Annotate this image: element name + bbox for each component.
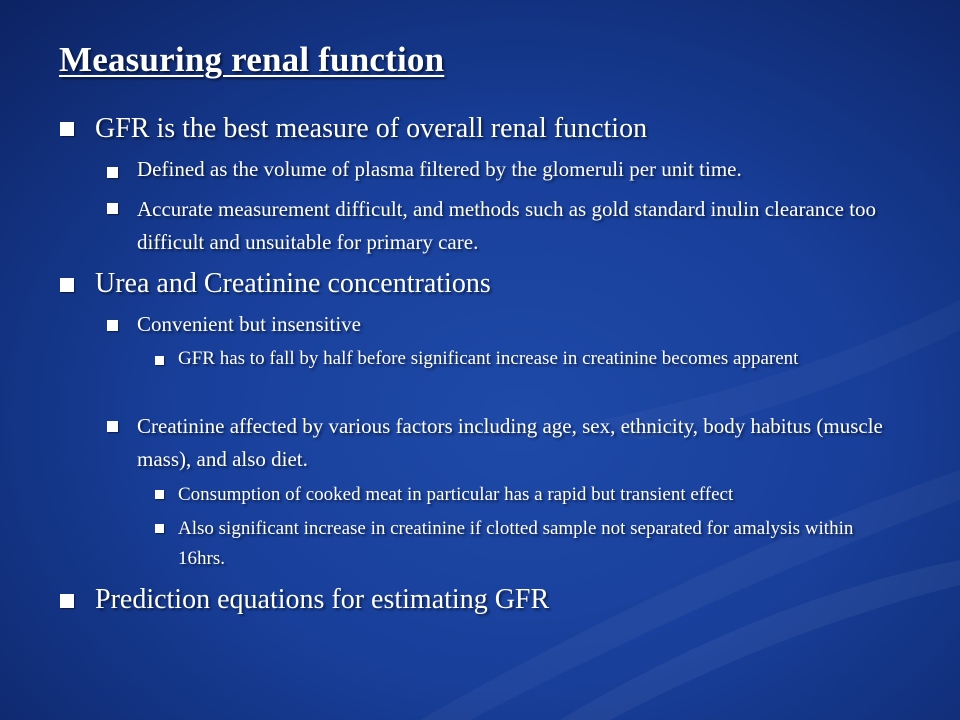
bullet-level1: GFR is the best measure of overall renal function [95,113,648,144]
bullet-level2: Accurate measurement difficult, and methods such as gold standard inulin clearance too difficult and unsuitable for primary care. [137,197,877,254]
bullet-square [155,490,164,499]
bullet-level2: Defined as the volume of plasma filtered by the glomeruli per unit time. [137,157,742,181]
bullet-square [107,320,118,331]
bullet-square [60,122,74,136]
bullet-square [107,203,118,214]
bullet-square [155,356,164,365]
bullet-level3: Also significant increase in creatinine if clotted sample not separated for amalysis within 16hrs. [178,518,854,569]
bullet-square [60,594,74,608]
bullet-square [60,278,74,292]
bullet-level1: Urea and Creatinine concentrations [95,268,491,299]
bullet-square [107,421,118,432]
slide-title: Measuring renal function [59,40,445,79]
bullet-level2: Creatinine affected by various factors including age, sex, ethnicity, body habitus (muscle mass), and also diet. [137,414,883,471]
bullet-square [155,524,164,533]
bullet-level2: Convenient but insensitive [137,312,361,336]
bullet-level3: GFR has to fall by half before significant increase in creatinine becomes apparent [178,348,799,369]
bullet-level1: Prediction equations for estimating GFR [95,584,550,615]
bullet-square [107,167,118,178]
bullet-level3: Consumption of cooked meat in particular has a rapid but transient effect [178,484,734,505]
